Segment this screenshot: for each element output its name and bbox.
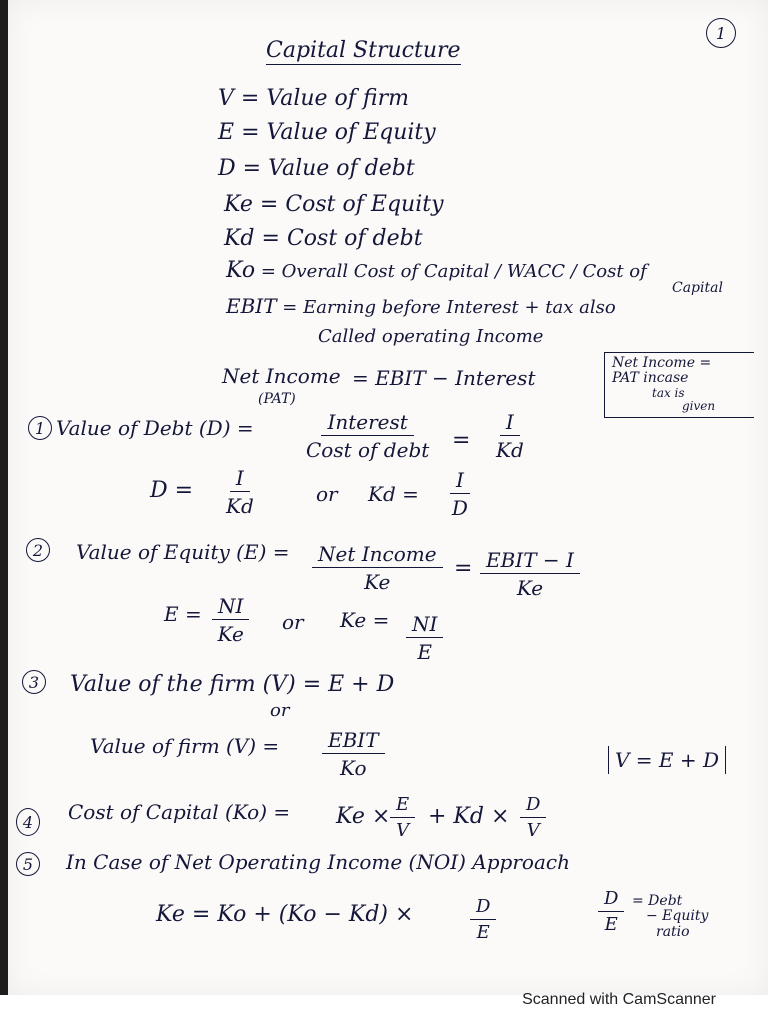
item-label: Cost of Capital (Ko) = bbox=[68, 800, 291, 824]
fraction-numerator: Net Income bbox=[312, 544, 443, 568]
fraction-numerator: D bbox=[520, 796, 546, 818]
formula-rhs: Kd = bbox=[368, 482, 419, 506]
or-word: or bbox=[316, 482, 338, 506]
fraction bbox=[470, 898, 496, 942]
side-note-line: PAT incase bbox=[612, 370, 689, 387]
item-number: 1 bbox=[34, 418, 46, 438]
fraction-numerator: D bbox=[470, 898, 496, 920]
definition-row bbox=[218, 122, 436, 144]
item-label: Value of Equity (E) = bbox=[76, 540, 290, 564]
definition-row bbox=[218, 158, 415, 180]
fraction-denominator: V bbox=[396, 820, 410, 841]
fraction-denominator: Ke bbox=[364, 570, 391, 594]
formula-term: Ke × bbox=[336, 804, 391, 829]
definition-meaning: Earning before Interest + tax also bbox=[303, 297, 616, 318]
definition-row bbox=[218, 88, 409, 110]
fraction-numerator: I bbox=[230, 468, 250, 492]
fraction bbox=[480, 550, 580, 598]
fraction-denominator: Cost of debt bbox=[306, 438, 430, 462]
fraction-denominator: V bbox=[526, 820, 540, 841]
item-number-badge bbox=[28, 416, 52, 440]
fraction-numerator: E bbox=[390, 796, 415, 818]
net-income-pat-note: (PAT) bbox=[258, 391, 296, 407]
fraction-numerator: I bbox=[500, 412, 520, 436]
note-text bbox=[632, 894, 708, 940]
item-number: 3 bbox=[28, 672, 40, 692]
item-label: In Case of Net Operating Income (NOI) Approach bbox=[66, 850, 570, 874]
or-word: or bbox=[270, 700, 290, 721]
fraction bbox=[390, 796, 415, 840]
definition-symbol: EBIT bbox=[226, 294, 277, 318]
boxed-identity: V = E + D bbox=[608, 746, 726, 774]
formula: Ke = Ko + (Ko − Kd) × bbox=[156, 902, 414, 927]
definition-symbol: E bbox=[218, 120, 235, 145]
or-word: or bbox=[282, 610, 304, 634]
side-note-line: given bbox=[682, 398, 716, 413]
definition-symbol: V bbox=[218, 86, 234, 111]
definition-eq: = bbox=[241, 120, 260, 145]
definition-continuation: Capital bbox=[672, 280, 723, 296]
fraction bbox=[306, 412, 429, 460]
fraction bbox=[450, 470, 470, 518]
fraction-numerator: EBIT bbox=[322, 730, 385, 754]
definition-row bbox=[226, 296, 616, 317]
fraction bbox=[312, 544, 443, 592]
definition-meaning: Value of firm bbox=[266, 86, 409, 111]
fraction-denominator: Kd bbox=[226, 494, 254, 518]
definition-symbol: Kd bbox=[224, 226, 255, 251]
definition-eq: = bbox=[240, 86, 260, 111]
definition-meaning: Overall Cost of Capital / WACC / Cost of bbox=[281, 261, 647, 282]
item-label: Value of the firm (V) = E + D bbox=[70, 672, 395, 697]
definition-meaning: Value of Equity bbox=[266, 120, 436, 145]
item-number-badge bbox=[16, 852, 40, 876]
fraction bbox=[406, 614, 443, 662]
side-note-line: Net Income = bbox=[612, 355, 712, 371]
page-title: Capital Structure bbox=[266, 38, 461, 63]
fraction-denominator: D bbox=[451, 496, 468, 520]
net-income-side-note bbox=[612, 356, 715, 413]
fraction-numerator: I bbox=[450, 470, 470, 494]
net-income-rhs: = EBIT − Interest bbox=[352, 366, 536, 390]
formula-lhs: D = bbox=[150, 478, 194, 503]
formula-term: + Kd × bbox=[428, 804, 510, 829]
fraction-denominator: Ke bbox=[516, 576, 544, 600]
definition-symbol: Ke bbox=[224, 192, 253, 217]
net-income-lhs: Net Income bbox=[222, 364, 341, 388]
definition-symbol: Ko bbox=[226, 258, 256, 283]
item-number: 2 bbox=[32, 540, 44, 560]
formula-lhs: Value of firm (V) = bbox=[90, 734, 280, 758]
definition-eq: = bbox=[242, 156, 262, 181]
definition-meaning: Cost of Equity bbox=[285, 192, 444, 217]
note-line: ratio bbox=[656, 923, 690, 940]
definition-meaning: Value of debt bbox=[268, 156, 415, 181]
equals-sign: = bbox=[454, 556, 473, 581]
formula-rhs: Ke = bbox=[340, 608, 390, 632]
fraction-denominator: Ko bbox=[340, 756, 367, 780]
definition-eq: = bbox=[260, 261, 276, 282]
fraction-numerator: NI bbox=[212, 596, 249, 620]
fraction-numerator: EBIT − I bbox=[480, 550, 580, 574]
side-note-line: tax is bbox=[652, 385, 685, 400]
note-line: − Equity bbox=[646, 908, 709, 925]
definition-eq: = bbox=[259, 192, 279, 217]
fraction bbox=[520, 796, 546, 840]
page-number-badge bbox=[706, 18, 736, 48]
fraction-denominator: E bbox=[604, 914, 618, 935]
item-number: 5 bbox=[22, 854, 34, 874]
equals-sign: = bbox=[452, 428, 471, 453]
formula-lhs: E = bbox=[164, 602, 202, 626]
item-number-badge bbox=[22, 670, 46, 694]
definition-row bbox=[224, 228, 423, 250]
definition-symbol: D bbox=[218, 156, 236, 181]
item-number: 4 bbox=[22, 812, 34, 832]
definition-eq: = bbox=[261, 226, 280, 251]
definition-meaning: Cost of debt bbox=[286, 226, 423, 251]
fraction-denominator: Kd bbox=[496, 438, 524, 462]
fraction-denominator: Ke bbox=[217, 622, 244, 646]
fraction bbox=[322, 730, 385, 778]
fraction bbox=[226, 468, 254, 516]
item-number-badge bbox=[16, 808, 40, 836]
definition-eq: = bbox=[282, 297, 298, 318]
definition-continuation: Called operating Income bbox=[318, 326, 544, 347]
fraction bbox=[212, 596, 249, 644]
page-number: 1 bbox=[715, 23, 727, 43]
fraction-denominator: E bbox=[417, 640, 432, 664]
definition-row bbox=[224, 194, 444, 216]
definition-row bbox=[226, 260, 647, 282]
note-line: = Debt bbox=[632, 893, 683, 909]
fraction-numerator: Interest bbox=[321, 412, 413, 436]
item-number-badge bbox=[26, 538, 50, 562]
fraction-numerator: D bbox=[598, 890, 624, 912]
fraction-numerator: NI bbox=[406, 614, 443, 638]
fraction bbox=[598, 890, 624, 934]
item-label: Value of Debt (D) = bbox=[56, 416, 254, 440]
fraction-denominator: E bbox=[476, 922, 490, 943]
scanner-watermark: Scanned with CamScanner bbox=[522, 991, 716, 1008]
fraction bbox=[496, 412, 524, 460]
